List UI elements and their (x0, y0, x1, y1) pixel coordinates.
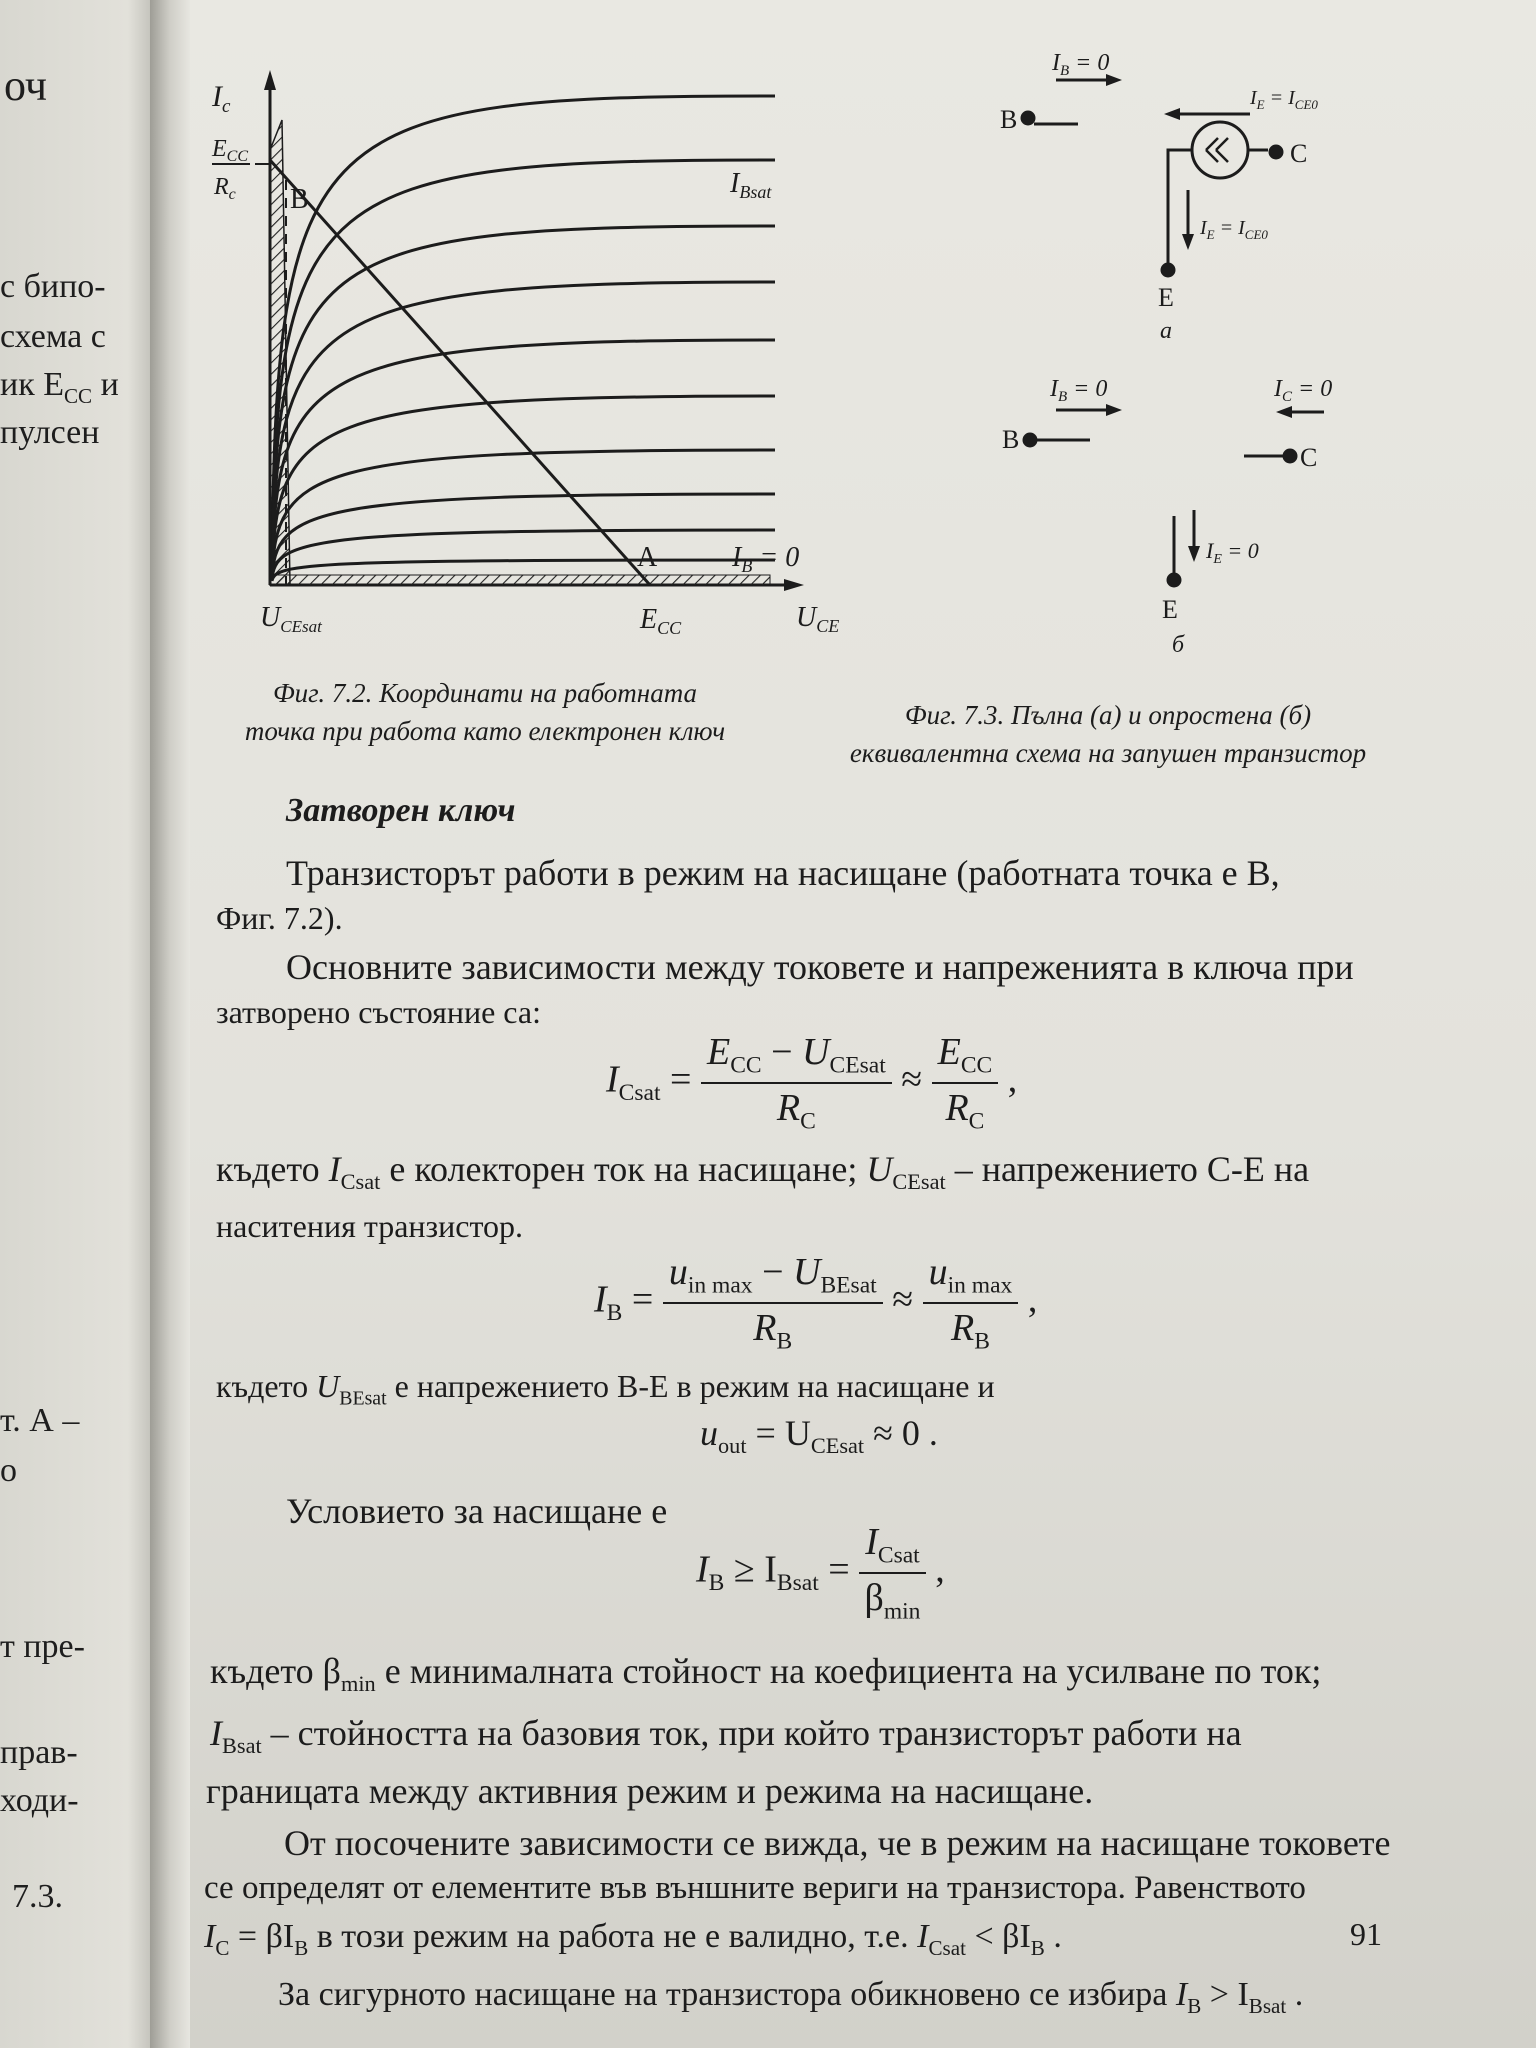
circuit-a (1022, 74, 1282, 276)
paragraph-7-line-2: се определят от елементите във външните вериги на транзистора. Равенството (204, 1870, 1306, 1906)
left-fragment: с бипо- (0, 268, 106, 305)
load-line (270, 160, 650, 585)
ibsat-label: $I_{Bsat}$ (730, 168, 772, 202)
figure-7-3-caption: Фиг. 7.3. Пълна (а) и опростена (б) еквивалентна схема на запушен транзистор (849, 700, 1367, 768)
equation-saturation-condition: $I_B \ge I_{Bsat}$ = $\frac{I_{Csat}}{\beta_{min}}$ , (696, 1521, 945, 1625)
rc-label: $R_c$ (214, 174, 236, 203)
point-b-label: B (290, 184, 309, 215)
collector-label-b: C (1300, 443, 1318, 472)
book-gutter (150, 0, 190, 2048)
left-fragment: схема с (0, 318, 106, 355)
paragraph-5: Условието за насищане е (286, 1491, 668, 1531)
x-axis-arrow (784, 579, 804, 591)
equation-uout: $u_{out} = U_{CEsat} \approx 0$ . (700, 1413, 938, 1459)
uce-axis-label: $U_{CE}$ (796, 602, 840, 636)
circuit-b (1024, 404, 1324, 586)
figure-7-3-diagrams (1000, 40, 1420, 670)
collector-label-a: C (1290, 139, 1308, 168)
base-label-a: B (1000, 105, 1018, 134)
ib-zero-label-b: $I_B = 0$ (1050, 376, 1108, 405)
paragraph-3-line-2: наситения транзистор. (216, 1208, 524, 1244)
paragraph-7-line-3: $I_C = \beta I_B$ в този режим на работа не е валидно, т.е. $I_{Csat} < \beta I_B$ . (204, 1918, 1062, 1960)
section-heading: Затворен ключ (286, 792, 516, 829)
ecc-axis-label: $E_{CC}$ (640, 604, 682, 638)
paragraph-8: За сигурното насищане на транзистора обикновено се избира $I_B > I_{Bsat}$ . (278, 1976, 1304, 2018)
diagram-label-b: б (1172, 632, 1185, 658)
diagram-label-a: а (1160, 318, 1172, 344)
ie-iceo-label-a: $I_E = I_{CE0}$ (1250, 87, 1318, 112)
ie-zero-label-b: $I_E = 0$ (1206, 538, 1259, 567)
ic-zero-label-b: $I_C = 0$ (1274, 376, 1333, 405)
left-fragment: прав- (0, 1734, 78, 1771)
paragraph-1-line-1: Транзисторът работи в режим на насищане (работната точка е В, (286, 853, 1280, 893)
left-fragment: о (0, 1452, 17, 1489)
paragraph-1-line-2: Фиг. 7.2). (216, 900, 343, 936)
left-page-edge (0, 0, 160, 2048)
ucesat-label: $U_{CEsat}$ (260, 602, 322, 636)
left-fragment: 7.3. (12, 1878, 63, 1915)
ib-zero-label: $I_B = 0$ (732, 542, 800, 576)
emitter-label-a: E (1158, 283, 1174, 312)
y-axis-arrow (264, 70, 276, 90)
figure-7-2-caption: Фиг. 7.2. Координати на работната точка при работа като електронен ключ (244, 678, 726, 746)
equation-ib: $I_B$ = $\frac{u_{in max} - U_{BEsat}}{R_B}$ ≈ $\frac{u_{in max}}{R_B}$ , (594, 1251, 1038, 1355)
emitter-label-b: E (1162, 595, 1178, 624)
paragraph-2-line-1: Основните зависимости между токовете и напреженията в ключа при (286, 947, 1354, 987)
equation-icsat: $I_{Csat}$ = $\frac{E_{CC} - U_{CEsat}}{R_C}$ ≈ $\frac{E_{CC}}{R_C}$ , (606, 1031, 1018, 1135)
paragraph-3-line-1: където $I_{Csat}$ е колекторен ток на насищане; $U_{CEsat}$ – напрежението С-Е на (216, 1149, 1310, 1195)
left-fragment: т. А – (0, 1402, 80, 1439)
output-characteristics (272, 96, 775, 581)
left-fragment: пулсен (0, 414, 100, 451)
left-fragment: оч (4, 61, 47, 110)
base-label-b: B (1002, 425, 1020, 454)
paragraph-6-line-2: $I_{Bsat}$ – стойността на базовия ток, при който транзисторът работи на (210, 1713, 1242, 1759)
point-a-label: A (637, 542, 658, 573)
paragraph-7-line-1: От посочените зависимости се вижда, че в режим на насищане токовете (284, 1823, 1391, 1863)
ic-axis-label: $I_c$ (212, 80, 231, 117)
ie-iceo-label-a2: $I_E = I_{CE0}$ (1200, 217, 1268, 242)
paragraph-4: където $U_{BEsat}$ е напрежението В-Е в режим на насищане и (216, 1368, 995, 1410)
left-fragment: ходи- (0, 1782, 79, 1819)
cutoff-region (270, 575, 770, 585)
page-number: 91 (1350, 1916, 1382, 1952)
left-fragment: т пре- (0, 1628, 85, 1665)
ecc-label: $E_{CC}$ (212, 136, 249, 165)
left-fragment: ик $E_{CC}$ и (0, 366, 119, 408)
paragraph-2-line-2: затворено състояние са: (216, 994, 541, 1030)
paragraph-6-line-3: границата между активния режим и режима на насищане. (206, 1771, 1094, 1811)
figure-7-2-graph (200, 60, 860, 660)
paragraph-6-line-1: където $\beta_{min}$ е минималната стойност на коефициента на усилване по ток; (210, 1651, 1322, 1697)
ib-zero-label-a: $I_B = 0$ (1052, 50, 1110, 79)
